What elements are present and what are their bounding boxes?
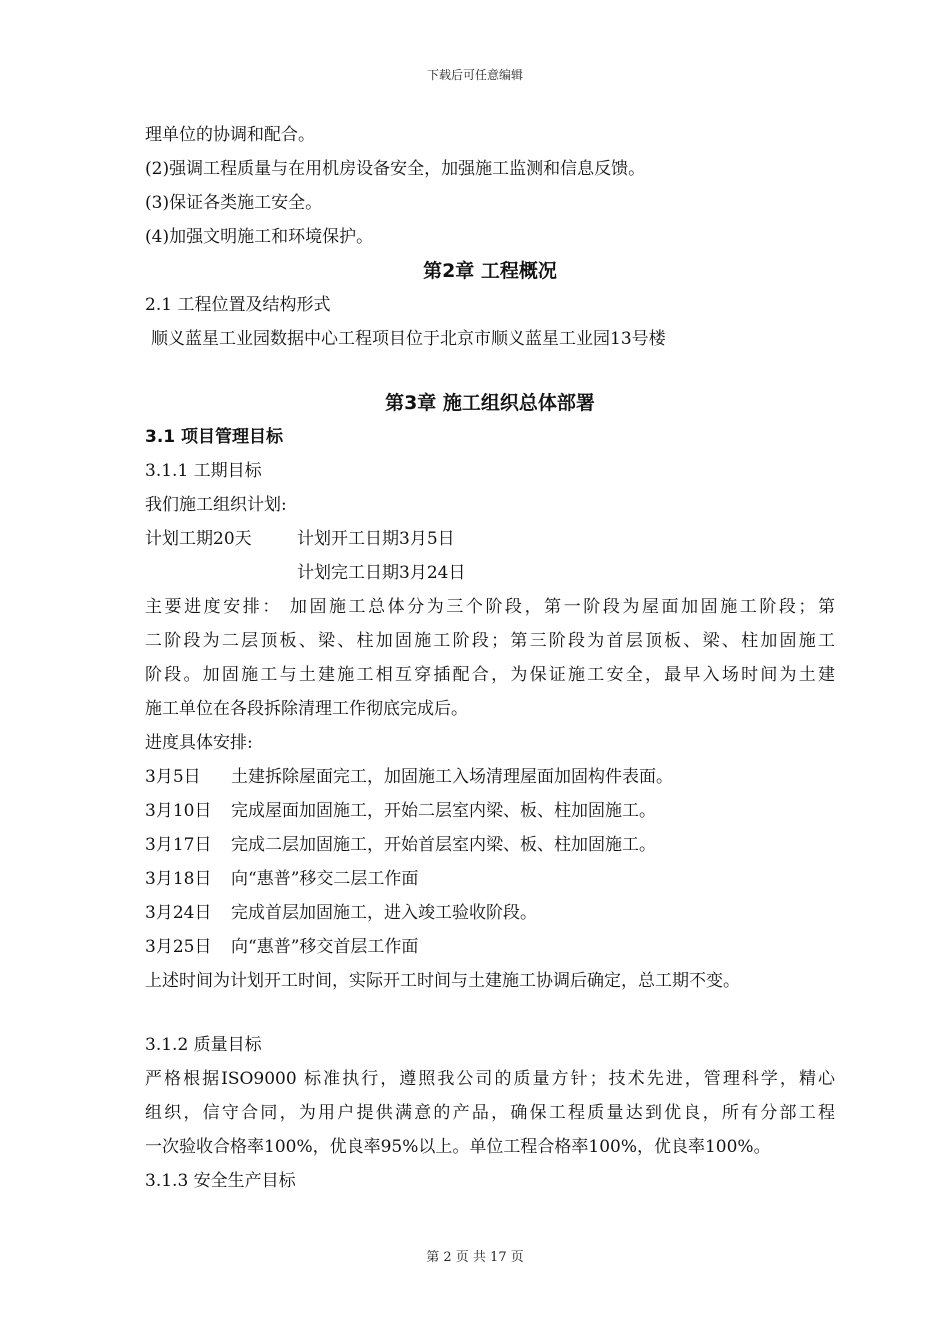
plan-duration-row [145,522,835,556]
plan-intro: 我们施工组织计划: [145,495,287,515]
intro-item-4: (4)加强文明施工和环境保护。 [145,227,374,247]
schedule-intro: 进度具体安排: [145,733,253,753]
plan-start-date: 计划开工日期3月5日 [297,529,455,549]
spacer [145,356,835,386]
intro-line-1: 理单位的协调和配合。 [145,125,315,145]
quality-paragraph-line-2: 组织，信守合同，为用户提供满意的产品，确保工程质量达到优良，所有分部工程 [145,1103,835,1123]
schedule-text: 完成首层加固施工，进入竣工验收阶段。 [231,903,537,923]
plan-duration: 计划工期20天 [145,529,252,549]
schedule-item [145,794,835,828]
schedule-text: 完成屋面加固施工，开始二层室内梁、板、柱加固施工。 [231,801,656,821]
document-body [145,118,835,1198]
plan-finish-date: 计划完工日期3月24日 [297,563,466,583]
page-footer: 第 2 页 共 17 页 [426,1250,524,1265]
schedule-date: 3月25日 [145,937,212,957]
chapter-2-title: 第2章 工程概况 [423,260,557,282]
progress-paragraph-line-3: 阶段。加固施工与土建施工相互穿插配合，为保证施工安全，最早入场时间为土建 [145,665,835,685]
plan-finish-row [145,556,835,590]
section-3-1-heading: 3.1 项目管理目标 [145,427,284,447]
subsection-3-1-3-heading: 3.1.3 安全生产目标 [145,1171,296,1191]
quality-paragraph-line-3: 一次验收合格率100%，优良率95%以上。单位工程合格率100%，优良率100%。 [145,1137,771,1157]
schedule-item [145,896,835,930]
subsection-3-1-1-heading: 3.1.1 工期目标 [145,461,262,481]
intro-item-2: (2)强调工程质量与在用机房设备安全，加强施工监测和信息反馈。 [145,159,646,179]
schedule-date: 3月18日 [145,869,212,889]
page-header: 下载后可任意编辑 [426,68,523,82]
schedule-list [145,760,835,964]
schedule-date: 3月24日 [145,903,212,923]
subsection-3-1-2-heading: 3.1.2 质量目标 [145,1035,262,1055]
schedule-date: 3月10日 [145,801,212,821]
schedule-item [145,862,835,896]
schedule-text: 向“惠普”移交二层工作面 [231,869,419,889]
chapter-3-title: 第3章 施工组织总体部署 [385,392,595,414]
progress-paragraph-line-4: 施工单位在各段拆除清理工作彻底完成后。 [145,699,468,719]
schedule-text: 向“惠普”移交首层工作面 [231,937,419,957]
progress-paragraph-line-1: 主要进度安排： 加固施工总体分为三个阶段，第一阶段为屋面加固施工阶段；第 [145,597,835,617]
project-location-text: 顺义蓝星工业园数据中心工程项目位于北京市顺义蓝星工业园13号楼 [151,329,666,349]
section-2-1-heading: 2.1 工程位置及结构形式 [145,295,331,315]
schedule-date: 3月5日 [145,767,201,787]
schedule-item [145,760,835,794]
schedule-date: 3月17日 [145,835,212,855]
schedule-item [145,930,835,964]
schedule-text: 完成二层加固施工，开始首层室内梁、板、柱加固施工。 [231,835,656,855]
schedule-note: 上述时间为计划开工时间，实际开工时间与土建施工协调后确定，总工期不变。 [145,971,740,991]
quality-paragraph-line-1: 严格根据ISO9000 标准执行，遵照我公司的质量方针；技术先进，管理科学，精心 [145,1069,835,1089]
progress-paragraph-line-2: 二阶段为二层顶板、梁、柱加固施工阶段；第三阶段为首层顶板、梁、柱加固施工 [145,631,835,651]
spacer [145,998,835,1028]
schedule-item [145,828,835,862]
schedule-text: 土建拆除屋面完工，加固施工入场清理屋面加固构件表面。 [231,767,673,787]
intro-item-3: (3)保证各类施工安全。 [145,193,323,213]
